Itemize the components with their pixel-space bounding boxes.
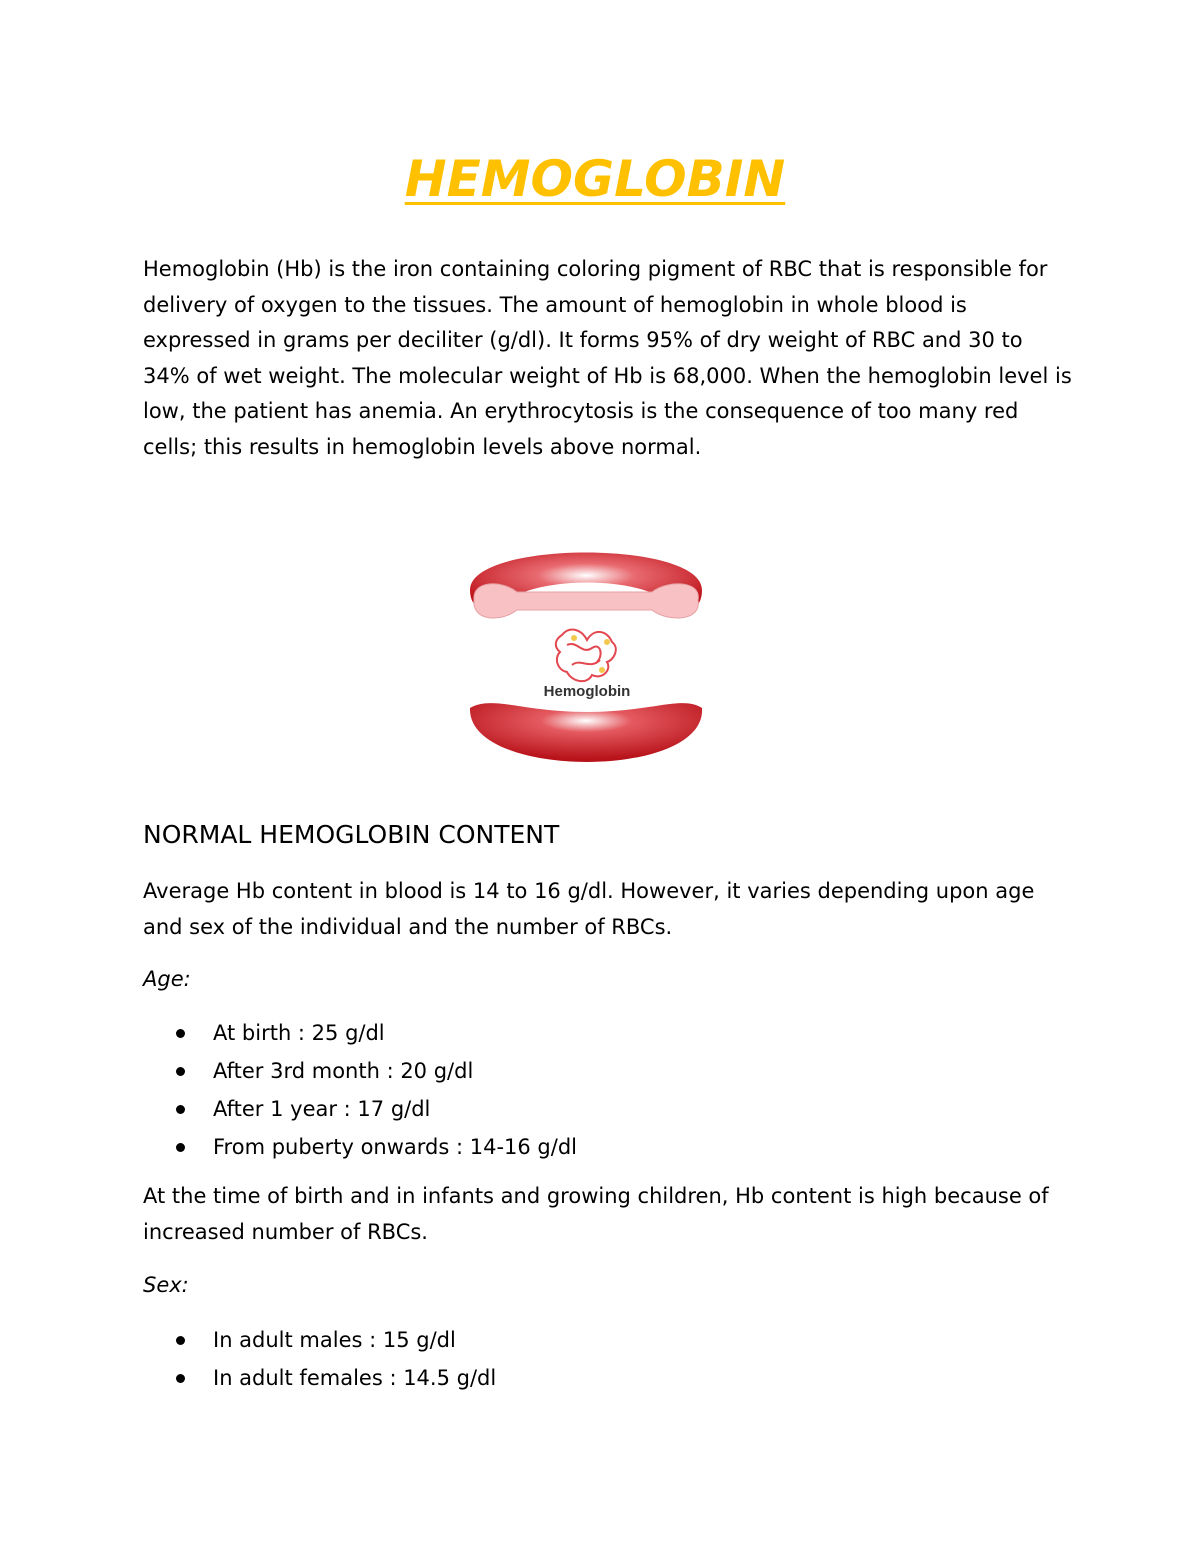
list-item: After 3rd month : 20 g/dl	[143, 1052, 577, 1090]
hemoglobin-illustration	[462, 530, 712, 790]
cell-bottom-half	[470, 703, 702, 762]
age-label: Age:	[143, 967, 191, 991]
section-heading: NORMAL HEMOGLOBIN CONTENT	[143, 820, 560, 849]
list-item: In adult females : 14.5 g/dl	[143, 1359, 496, 1397]
cell-membrane	[474, 584, 698, 618]
list-item: From puberty onwards : 14-16 g/dl	[143, 1128, 577, 1166]
page-title: HEMOGLOBIN	[404, 150, 786, 208]
section-intro: Average Hb content in blood is 14 to 16 g/dl. However, it varies depending upon age and sex of the individual and the number of RBCs.	[143, 879, 1035, 939]
list-item: After 1 year : 17 g/dl	[143, 1090, 577, 1128]
sex-list	[143, 1321, 496, 1397]
list-item: At birth : 25 g/dl	[143, 1014, 577, 1052]
age-list	[143, 1014, 577, 1166]
list-item: In adult males : 15 g/dl	[143, 1321, 496, 1359]
intro-paragraph: Hemoglobin (Hb) is the iron containing coloring pigment of RBC that is responsible for delivery of oxygen to the tissues. The amount of hemoglobin in whole blood is expressed in grams per deciliter (g/dl). It forms 95% of dry weight of RBC and 30 to 34% of wet weight. The molecular weight of Hb is 68,000. When the hemoglobin level is low, the patient has anemia. An erythrocytosis is the consequence of too many red cells; this results in hemoglobin levels above normal.	[143, 257, 1072, 459]
page-title-container	[0, 150, 1190, 208]
hemoglobin-molecule-icon	[556, 630, 616, 682]
figure-label: Hemoglobin	[543, 683, 631, 700]
age-note: At the time of birth and in infants and growing children, Hb content is high because of increased number of RBCs.	[143, 1184, 1049, 1244]
red-blood-cell-diagram	[462, 530, 712, 790]
sex-label: Sex:	[143, 1273, 189, 1297]
